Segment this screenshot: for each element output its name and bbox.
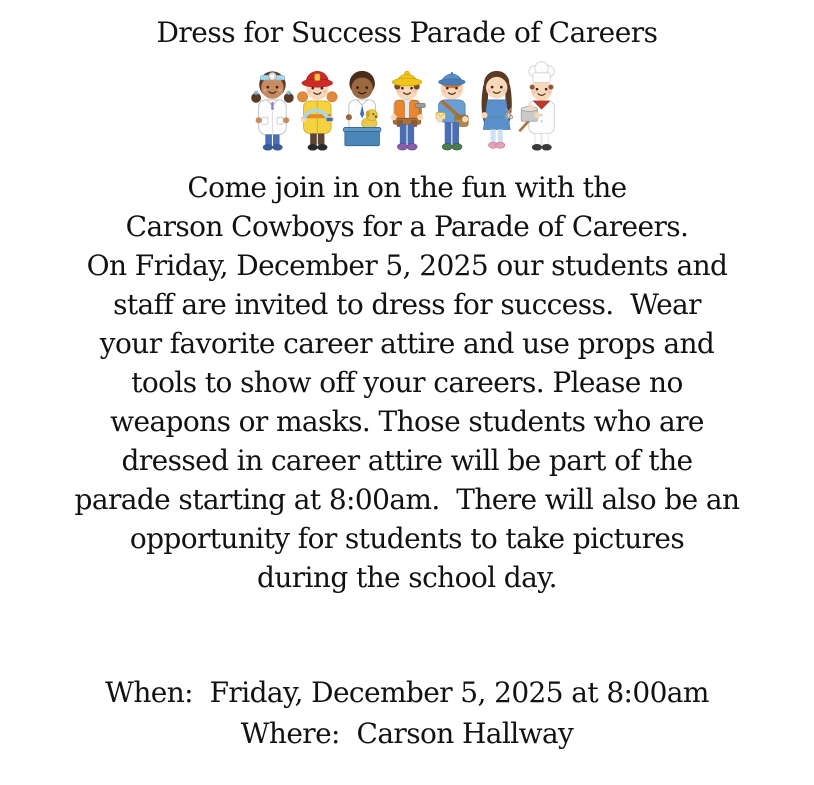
body-paragraph	[0, 168, 814, 597]
character-chef	[520, 62, 554, 151]
body-line: weapons or masks. Those students who are	[110, 405, 704, 438]
body-line: during the school day.	[257, 561, 557, 594]
body-line: On Friday, December 5, 2025 our students and	[86, 249, 728, 282]
body-line: Carson Cowboys for a Parade of Careers.	[125, 210, 689, 243]
body-line: staff are invited to dress for success. Wear	[113, 288, 701, 321]
careers-kids-svg	[249, 56, 565, 158]
body-line: dressed in career attire will be part of the	[121, 444, 693, 477]
character-doctor	[252, 71, 294, 150]
character-firefighter	[297, 71, 337, 150]
event-details	[0, 672, 814, 754]
character-hairdresser	[481, 71, 512, 148]
body-line: Come join in on the fun with the	[187, 171, 627, 204]
character-mail-carrier	[436, 72, 468, 150]
page-title: Dress for Success Parade of Careers	[156, 16, 658, 49]
where-line: Where: Carson Hallway	[240, 717, 574, 750]
careers-kids-illustration	[0, 56, 814, 158]
character-construction-worker	[391, 71, 426, 150]
body-line: tools to show off your careers. Please no	[131, 366, 683, 399]
body-line: your favorite career attire and use props and	[99, 327, 715, 360]
character-veterinarian	[343, 71, 381, 146]
body-line: opportunity for students to take pictures	[129, 522, 685, 555]
body-line: parade starting at 8:00am. There will also be an	[74, 483, 740, 516]
when-line: When: Friday, December 5, 2025 at 8:00am	[105, 676, 709, 709]
